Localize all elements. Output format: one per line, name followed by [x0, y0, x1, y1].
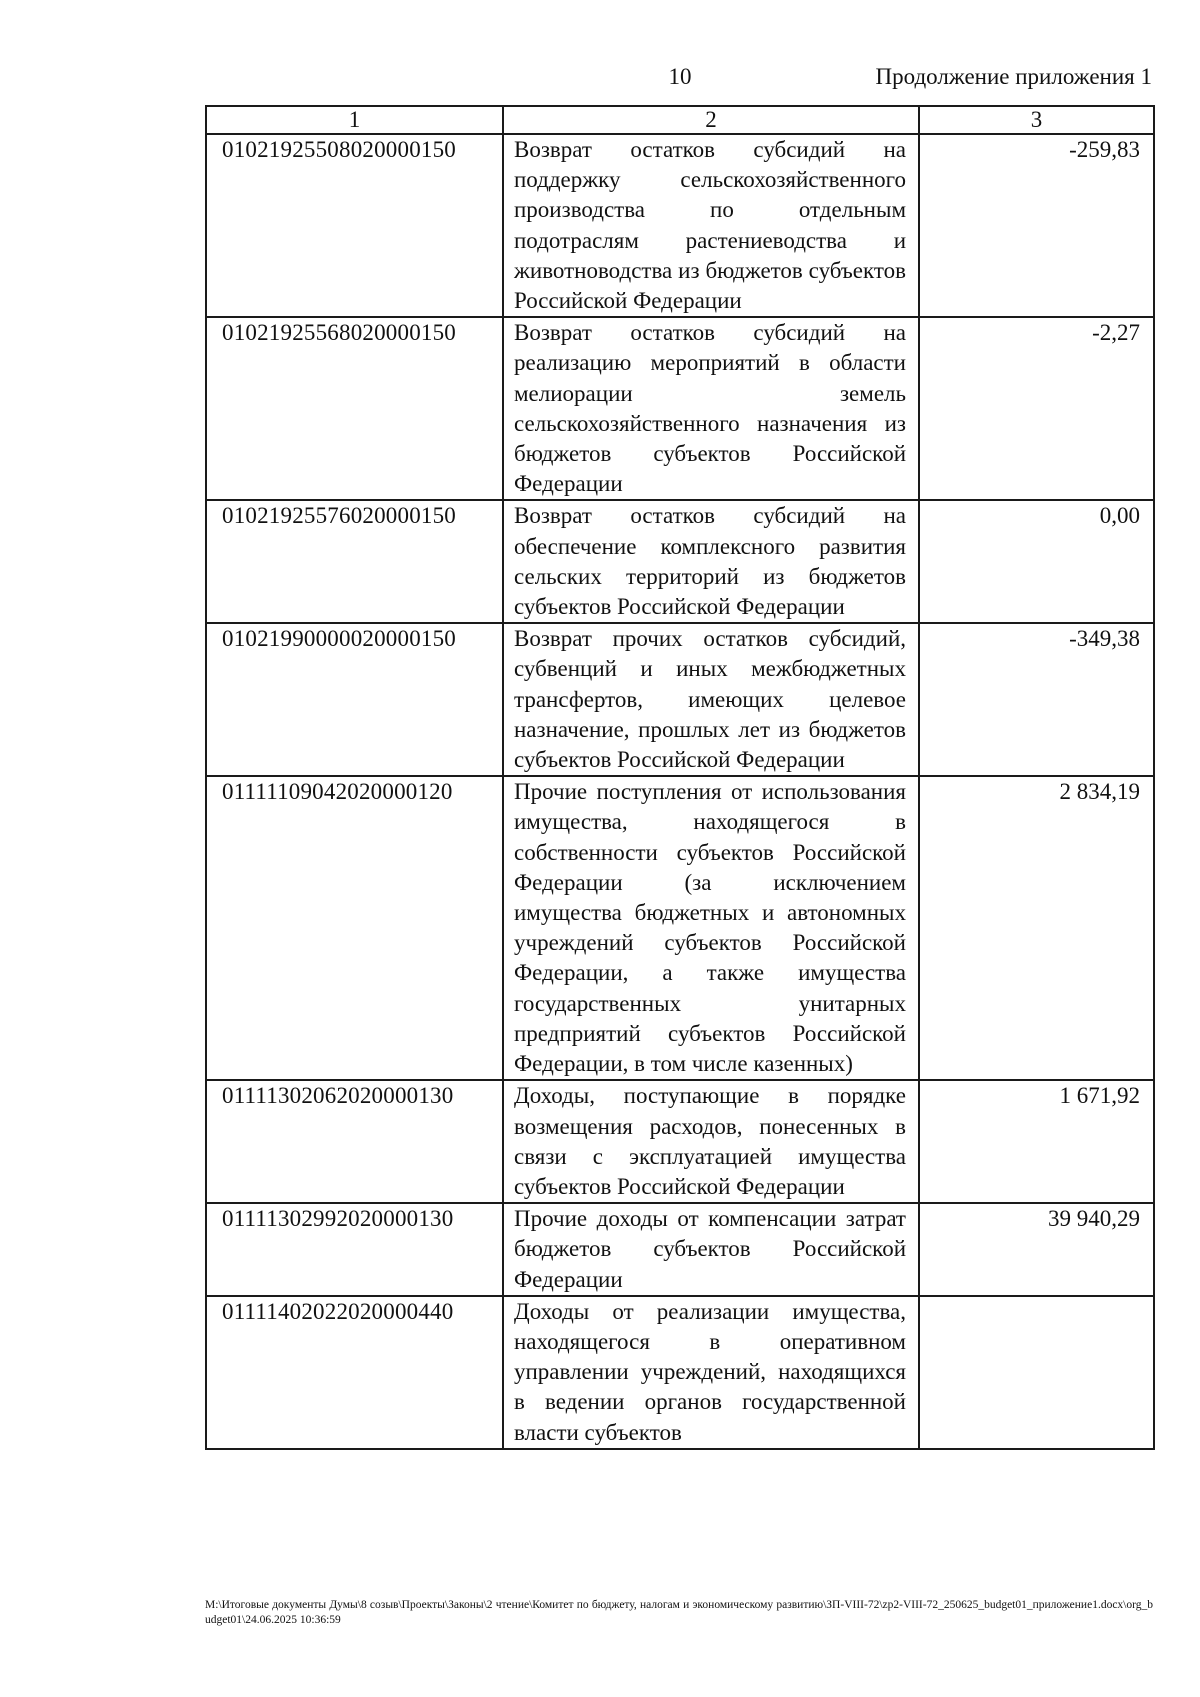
row-amount: -259,83 — [919, 134, 1154, 317]
table-row — [206, 623, 1154, 776]
row-name: Доходы от реализации имущества, находящегося в оперативном управлении учреждений, находящихся в ведении органов государственной власти субъектов — [503, 1296, 919, 1449]
row-code: 01111302062020000130 — [206, 1080, 503, 1203]
row-name: Возврат остатков субсидий на поддержку сельскохозяйственного производства по отдельным подотраслям растениеводства и животноводства из бюджетов субъектов Российской Федерации — [503, 134, 919, 317]
column-header-name: 2 — [503, 106, 919, 134]
table-row — [206, 776, 1154, 1080]
row-amount: -349,38 — [919, 623, 1154, 776]
page-number: 10 — [668, 64, 692, 89]
row-code: 01021990000020000150 — [206, 623, 503, 776]
row-name: Прочие поступления от использования имущества, находящегося в собственности субъектов Российской Федерации (за исключением имущества бюджетных и автономных учреждений субъектов Российской Федерации, а также имущества государственных унитарных предприятий субъектов Российской Федерации, в том числе казенных) — [503, 776, 919, 1080]
row-amount: 2 834,19 — [919, 776, 1154, 1080]
table-row — [206, 500, 1154, 623]
row-amount: -2,27 — [919, 317, 1154, 500]
row-code: 01111402022020000440 — [206, 1296, 503, 1449]
row-name: Возврат остатков субсидий на обеспечение комплексного развития сельских территорий из бюджетов субъектов Российской Федерации — [503, 500, 919, 623]
row-amount — [919, 1296, 1154, 1449]
row-code: 01111302992020000130 — [206, 1203, 503, 1296]
table-row — [206, 134, 1154, 317]
row-code: 01111109042020000120 — [206, 776, 503, 1080]
row-code: 01021925508020000150 — [206, 134, 503, 317]
row-name: Прочие доходы от компенсации затрат бюджетов субъектов Российской Федерации — [503, 1203, 919, 1296]
row-amount: 39 940,29 — [919, 1203, 1154, 1296]
column-header-amount: 3 — [919, 106, 1154, 134]
column-number-row — [206, 106, 1154, 134]
column-header-code: 1 — [206, 106, 503, 134]
table-row — [206, 1080, 1154, 1203]
table-row — [206, 1296, 1154, 1449]
row-code: 01021925568020000150 — [206, 317, 503, 500]
row-name: Возврат остатков субсидий на реализацию мероприятий в области мелиорации земель сельскохозяйственного назначения из бюджетов субъектов Российской Федерации — [503, 317, 919, 500]
file-path-footer: М:\Итоговые документы Думы\8 созыв\Проекты\Законы\2 чтение\Комитет по бюджету, налогам и экономическому развитию\ЗП-VIII-72\zp2-VIII-72_250625_budget01_приложение1.docx\org_budget01\24.06.2025 10:36:59 — [205, 1599, 1153, 1626]
budget-table — [205, 105, 1155, 1450]
row-name: Возврат прочих остатков субсидий, субвенций и иных межбюджетных трансфертов, имеющих целевое назначение, прошлых лет из бюджетов субъектов Российской Федерации — [503, 623, 919, 776]
table-row — [206, 1203, 1154, 1296]
row-code: 01021925576020000150 — [206, 500, 503, 623]
table-row — [206, 317, 1154, 500]
row-amount: 0,00 — [919, 500, 1154, 623]
row-amount: 1 671,92 — [919, 1080, 1154, 1203]
continuation-label: Продолжение приложения 1 — [875, 64, 1152, 89]
row-name: Доходы, поступающие в порядке возмещения расходов, понесенных в связи с эксплуатацией имущества субъектов Российской Федерации — [503, 1080, 919, 1203]
